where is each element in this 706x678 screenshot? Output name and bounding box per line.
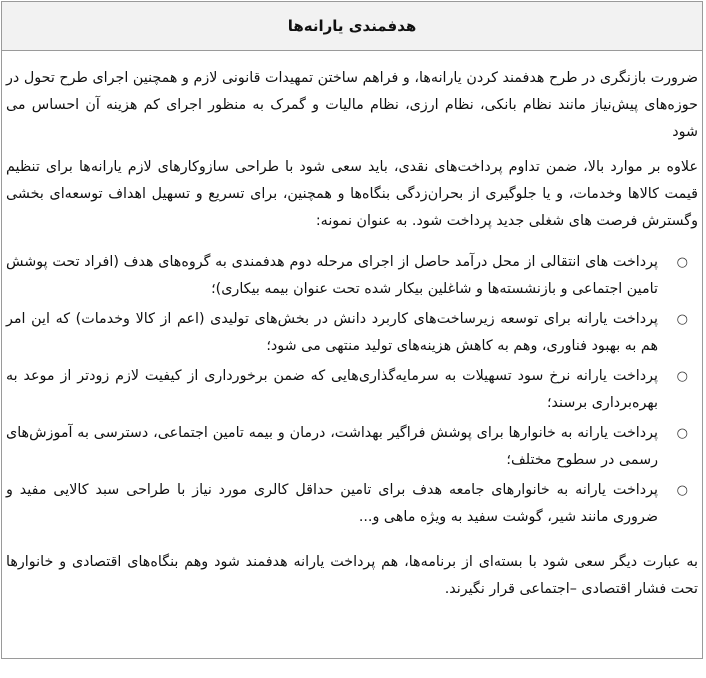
document-box [1, 1, 703, 659]
list-item [6, 477, 688, 531]
list-item [6, 363, 688, 417]
examples-list [6, 249, 698, 531]
paragraph-examples-intro: علاوه بر موارد بالا، ضمن تداوم پرداخت‌های نقدی، باید سعی شود با طراحی سازوکارهای لازم یارانه‌ها برای تنظیم قیمت کالاها وخدمات، و یا جلوگیری از بحران‌زدگی بنگاه‌ها و همچنین، برای تسریع و تسهیل اهداف توسعه‌ای بخشی وگسترش فرصت های شغلی جدید پرداخت شود. به عنوان نمونه: [6, 159, 698, 229]
list-item-text: پرداخت های انتقالی از محل درآمد حاصل از اجرای مرحله دوم هدفمندی به گروه‌های هدف (افراد تحت پوشش تامین اجتماعی و بازنشسته‌ها و شاغلین بیکار شده تحت عنوان بیمه بیکاری)؛ [6, 254, 658, 297]
circle-bullet-icon: ○ [676, 255, 688, 270]
paragraph-intro: ضرورت بازنگری در طرح هدفمند کردن یارانه‌ها، و فراهم ساختن تمهیدات قانونی لازم و همچنین اجرای طرح تحول در حوزه‌های پیش‌نیاز مانند نظام بانکی، نظام ارزی، نظام مالیات و گمرک به منظور اجرای کم هزینه آن احساس می شود [6, 70, 698, 140]
paragraph-closing: به عبارت دیگر سعی شود با بسته‌ای از برنامه‌ها، هم پرداخت یارانه هدفمند شود وهم بنگاه‌های اقتصادی و خانوارها تحت فشار اقتصادی –اجتماعی قرار نگیرند. [6, 554, 698, 597]
document-body [2, 51, 702, 603]
circle-bullet-icon: ○ [676, 483, 688, 498]
page-title: هدفمندی یارانه‌ها [287, 17, 417, 35]
circle-bullet-icon: ○ [676, 312, 688, 327]
title-bar [2, 2, 702, 51]
list-item-text: پرداخت یارانه نرخ سود تسهیلات به سرمایه‌گذاری‌هایی که ضمن برخورداری از کیفیت لازم زودتر از موعد به بهره‌برداری برسند؛ [6, 368, 658, 411]
list-item-text: پرداخت یارانه به خانوارها برای پوشش فراگیر بهداشت، درمان و بیمه تامین اجتماعی، دسترسی به آموزش‌های رسمی در سطوح مختلف؛ [6, 425, 658, 468]
list-item [6, 306, 688, 360]
list-item [6, 420, 688, 474]
list-item-text: پرداخت یارانه به خانوارهای جامعه هدف برای تامین حداقل کالری مورد نیاز با طراحی سبد کالایی مفید و ضروری مانند شیر، گوشت سفید به ویژه ماهی و... [6, 482, 658, 525]
list-item-text: پرداخت یارانه برای توسعه زیرساخت‌های کاربرد دانش در بخش‌های تولیدی (اعم از کالا وخدمات) که این امر هم به بهبود فناوری، وهم به کاهش هزینه‌های تولید منتهی می شود؛ [6, 311, 658, 354]
circle-bullet-icon: ○ [676, 426, 688, 441]
list-item [6, 249, 688, 303]
circle-bullet-icon: ○ [676, 369, 688, 384]
